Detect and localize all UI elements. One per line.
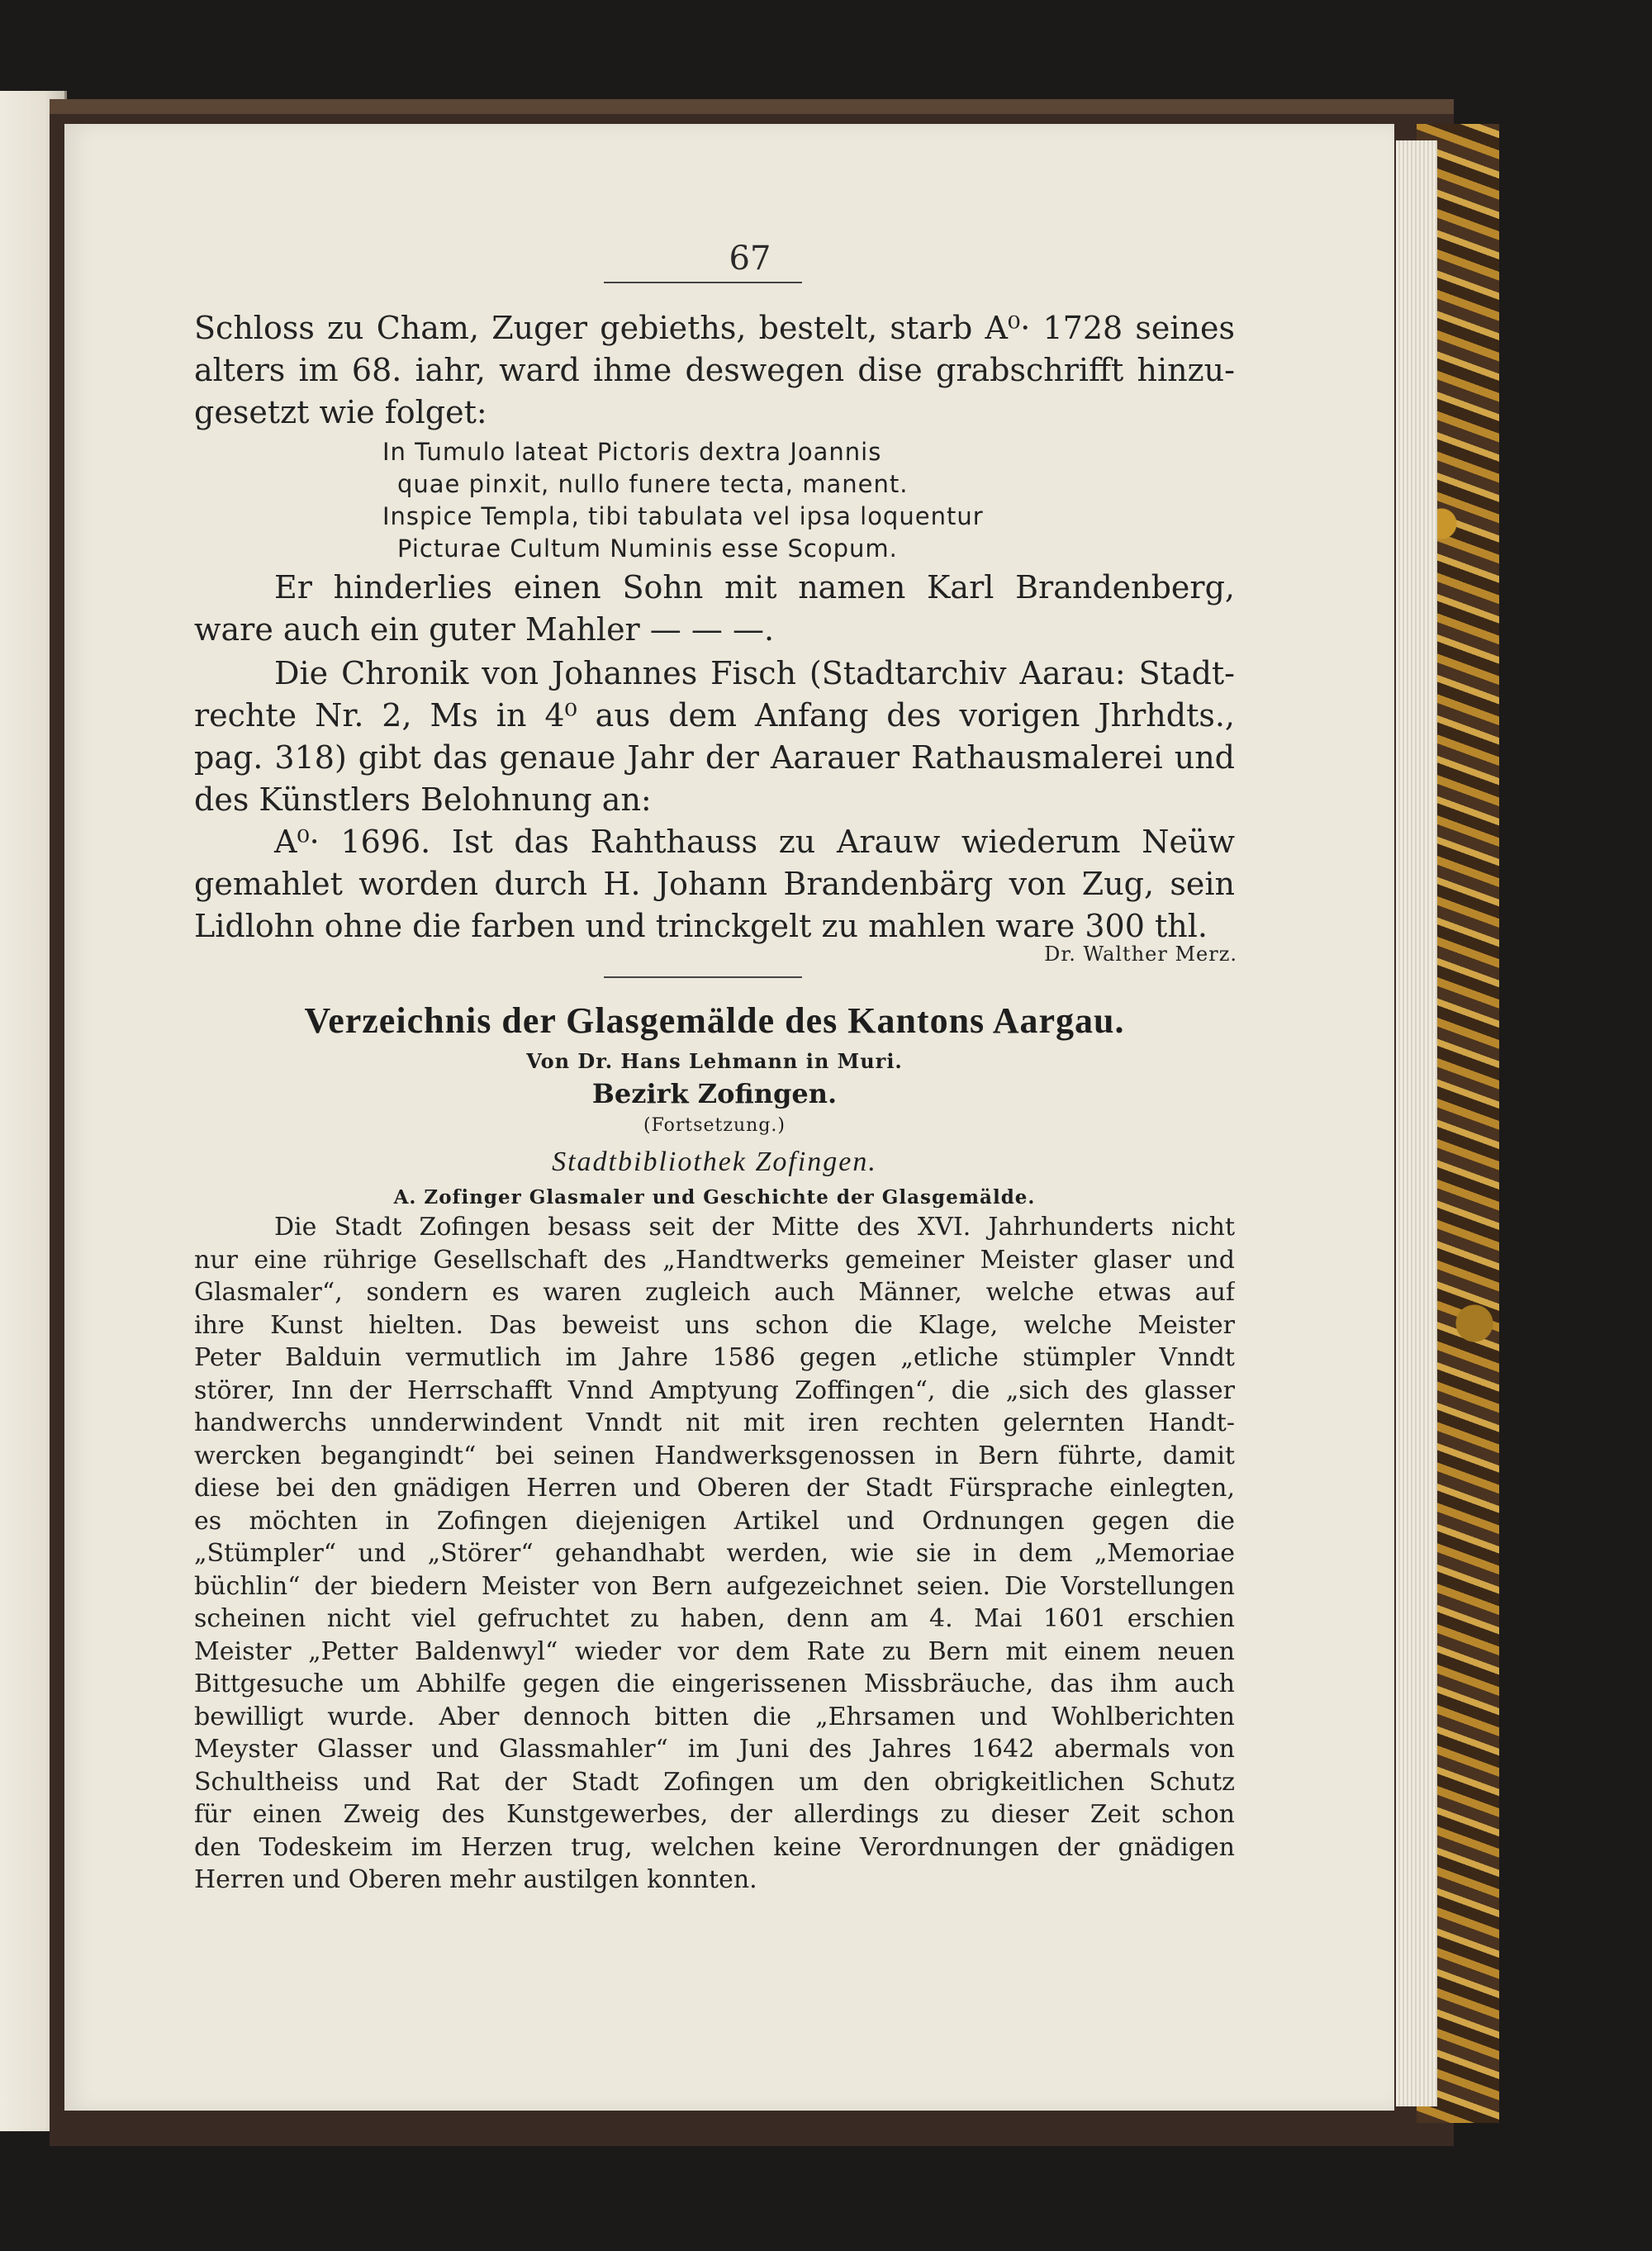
district-heading: Bezirk Zofingen.	[591, 1078, 838, 1109]
subsection-heading: A. Zofinger Glasmaler und Geschichte der Glasgemälde.	[393, 1186, 1036, 1209]
text-line: ware auch ein guter Mahler — — —.	[194, 611, 775, 648]
text-line: Lidlohn ohne die farben und trinckgelt zu mahlen ware 300 thl.	[194, 908, 1208, 944]
text-line: für einen Zweig des Kunstgewerbes, der allerdings zu dieser Zeit schon	[194, 1800, 1235, 1829]
section-title: Verzeichnis der Glasgemälde des Kantons Aargau.	[304, 1000, 1125, 1041]
text-line: A⁰· 1696. Ist das Rahthauss zu Arauw wiederum Neüw	[274, 824, 1235, 860]
text-line: büchlin“ der biedern Meister von Bern aufgezeichnet seien. Die Vorstellungen	[194, 1571, 1235, 1601]
epitaph-line: Picturae Cultum Numinis esse Scopum.	[397, 534, 898, 563]
text-line: Er hinderlies einen Sohn mit namen Karl Brandenberg,	[274, 569, 1235, 605]
text-line: rechte Nr. 2, Ms in 4⁰ aus dem Anfang des vorigen Jhrhdts.,	[194, 697, 1235, 734]
paragraph-chronik	[194, 653, 1235, 821]
epitaph-line: Inspice Templa, tibi tabulata vel ipsa loquentur	[382, 502, 984, 530]
header-rule	[604, 282, 802, 283]
text-line: alters im 68. iahr, ward ihme deswegen dise grabschrifft hinzu-	[194, 352, 1235, 388]
text-line: des Künstlers Belohnung an:	[194, 781, 652, 818]
library-heading: Stadtbibliothek Zofingen.	[552, 1147, 877, 1177]
epitaph	[382, 436, 1068, 565]
epitaph-line: In Tumulo lateat Pictoris dextra Joannis	[382, 438, 882, 466]
text-line: Peter Balduin vermutlich im Jahre 1586 gegen „etliche stümpler Vnndt	[194, 1343, 1235, 1372]
text-line: wercken begangindt“ bei seinen Handwerksgenossen in Bern führte, damit	[194, 1441, 1235, 1470]
body-paragraph	[194, 1211, 1235, 1897]
text-line: pag. 318) gibt das genaue Jahr der Aarauer Rathausmalerei und	[194, 739, 1235, 776]
text-line: nur eine rührige Gesellschaft des „Handtwerks gemeiner Meister glaser und	[194, 1245, 1235, 1275]
text-line: ihre Kunst hielten. Das beweist uns schon die Klage, welche Meister	[194, 1310, 1235, 1340]
text-line: „Stümpler“ und „Störer“ gehandhabt werden, wie sie in dem „Memoriae	[194, 1539, 1235, 1568]
text-line: Schloss zu Cham, Zuger gebieths, bestelt, starb A⁰· 1728 seines	[194, 310, 1235, 346]
author-signature: Dr. Walther Merz.	[1044, 943, 1237, 966]
section-author: Von Dr. Hans Lehmann in Muri.	[526, 1049, 903, 1073]
text-line: diese bei den gnädigen Herren und Oberen der Stadt Fürsprache einlegten,	[194, 1474, 1235, 1503]
text-line: es möchten in Zofingen diejenigen Artikel und Ordnungen gegen die	[194, 1506, 1235, 1536]
text-line: Meyster Glasser und Glassmahler“ im Juni des Jahres 1642 abermals von	[194, 1735, 1235, 1764]
text-line: Herren und Oberen mehr austilgen konnten.	[194, 1865, 757, 1894]
text-line: scheinen nicht viel gefruchtet zu haben, denn am 4. Mai 1601 erschien	[194, 1604, 1235, 1633]
text-line: Bittgesuche um Abhilfe gegen die eingerissenen Missbräuche, das ihm auch	[194, 1669, 1235, 1698]
text-line: gemahlet worden durch H. Johann Brandenbärg von Zug, sein	[194, 866, 1235, 902]
continuation-note: (Fortsetzung.)	[643, 1115, 786, 1136]
text-line: den Todeskeim im Herzen trug, welchen keine Verordnungen der gnädigen	[194, 1832, 1235, 1862]
intro-paragraph	[194, 307, 1235, 434]
text-line: Glasmaler“, sondern es waren zugleich auch Männer, welche etwas auf	[194, 1278, 1235, 1307]
page-number: 67	[729, 240, 771, 278]
book-page	[64, 124, 1394, 2111]
section-rule	[604, 976, 802, 978]
text-line: gesetzt wie folget:	[194, 394, 487, 430]
epitaph-line: quae pinxit, nullo funere tecta, manent.	[397, 470, 909, 498]
text-line: Schultheiss und Rat der Stadt Zofingen um den obrigkeitlichen Schutz	[194, 1767, 1235, 1797]
paragraph-1696	[194, 821, 1235, 947]
text-line: handwerchs unnderwindent Vnndt nit mit iren rechten gelernten Handt-	[194, 1408, 1235, 1437]
text-line: störer, Inn der Herrschafft Vnnd Amptyung Zoffingen“, die „sich des glasser	[194, 1375, 1235, 1405]
page-stack-edge	[1396, 140, 1437, 2106]
text-line: bewilligt wurde. Aber dennoch bitten die „Ehrsamen und Wohlberichten	[194, 1702, 1235, 1731]
paragraph-son	[194, 567, 1235, 651]
text-line: Meister „Petter Baldenwyl“ wieder vor dem Rate zu Bern mit einem neuen	[194, 1636, 1235, 1666]
text-line: Die Chronik von Johannes Fisch (Stadtarchiv Aarau: Stadt-	[274, 655, 1235, 691]
text-line: Die Stadt Zofingen besass seit der Mitte des XVI. Jahrhunderts nicht	[274, 1213, 1235, 1242]
